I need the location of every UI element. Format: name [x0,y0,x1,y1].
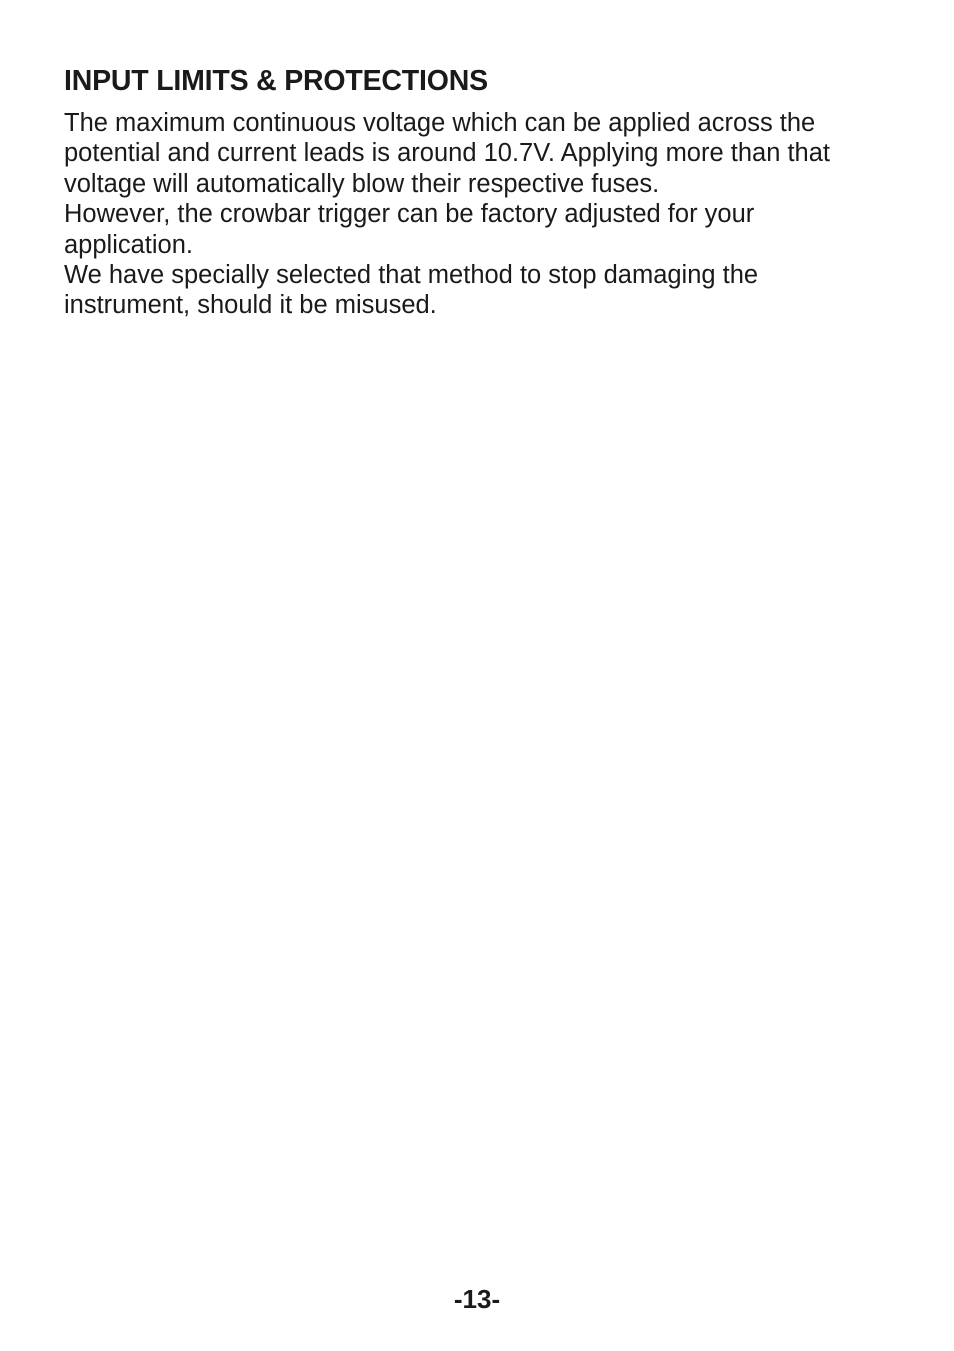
page-number: -13- [453,1284,501,1314]
section-heading: INPUT LIMITS & PROTECTIONS [64,65,488,97]
paragraph-method-selection: We have specially selected that method to stop damaging the instrument, should it be misused. [64,261,759,320]
section-input-limits [64,62,904,321]
paragraph-max-voltage: The maximum continuous voltage which can be applied across the potential and current leads is around 10.7V. Applying more than that voltage will automatically blow their respective fuses. [64,109,830,198]
paragraph-crowbar-trigger: However, the crowbar trigger can be factory adjusted for your application. [64,200,755,259]
